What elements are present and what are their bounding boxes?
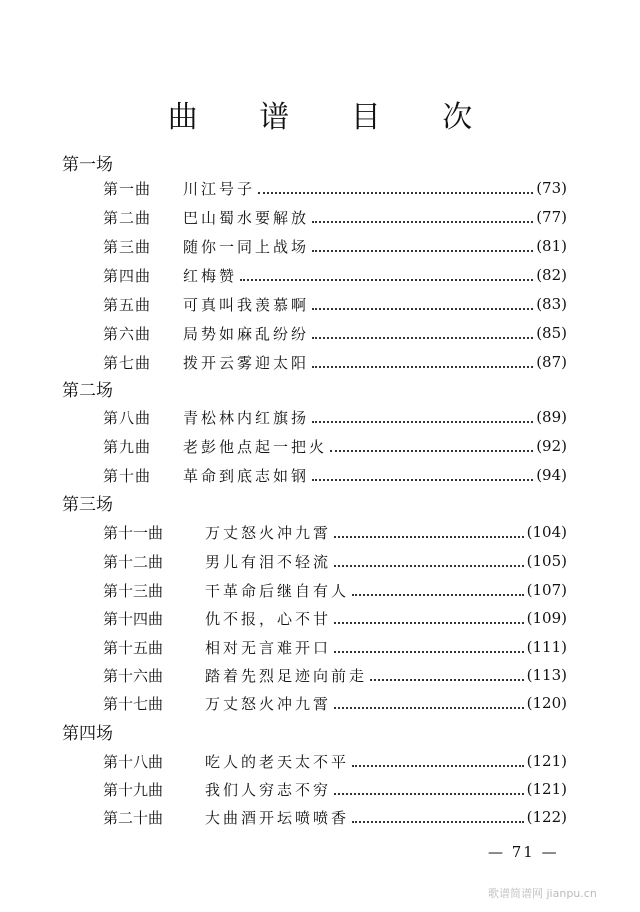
- toc-entry: [103, 293, 567, 315]
- dot-leader: [312, 356, 533, 368]
- dot-leader: [352, 584, 524, 596]
- dot-leader: [352, 811, 524, 823]
- entry-number: 第十曲: [103, 466, 152, 485]
- dot-leader: [312, 240, 533, 252]
- entry-page: (121): [526, 752, 567, 770]
- dot-leader: [334, 612, 524, 624]
- entry-title: 踏着先烈足迹向前走: [205, 666, 368, 685]
- entry-number: 第二十曲: [103, 808, 164, 827]
- entry-number: 第十一曲: [103, 523, 164, 542]
- dot-leader: [312, 411, 533, 423]
- entry-title: 可真叫我羡慕啊: [183, 295, 310, 314]
- entry-title: 男儿有泪不轻流: [205, 552, 332, 571]
- dot-leader: [370, 669, 524, 681]
- entry-page: (94): [536, 466, 567, 484]
- entry-title: 干革命后继自有人: [205, 581, 350, 600]
- dot-leader: [334, 641, 524, 653]
- entry-page: (85): [536, 324, 567, 342]
- entry-title: 万丈怒火冲九霄: [205, 694, 332, 713]
- entry-title: 相对无言难开口: [205, 638, 332, 657]
- entry-number: 第四曲: [103, 266, 152, 285]
- entry-page: (113): [526, 666, 567, 684]
- entry-title: 万丈怒火冲九霄: [205, 523, 332, 542]
- dot-leader: [330, 440, 533, 452]
- section-heading: 第二场: [62, 381, 113, 401]
- entry-page: (92): [536, 437, 567, 455]
- toc-entry: [103, 177, 567, 199]
- toc-entry: [103, 521, 567, 543]
- toc-entry: [103, 579, 567, 601]
- entry-page: (83): [536, 295, 567, 313]
- entry-number: 第十六曲: [103, 666, 164, 685]
- entry-title: 革命到底志如钢: [183, 466, 310, 485]
- toc-entry: [103, 435, 567, 457]
- toc-entry: [103, 692, 567, 714]
- entry-number: 第二曲: [103, 208, 152, 227]
- entry-number: 第十九曲: [103, 780, 164, 799]
- entry-page: (111): [526, 638, 567, 656]
- toc-entry: [103, 778, 567, 800]
- toc-entry: [103, 550, 567, 572]
- entry-page: (109): [526, 609, 567, 627]
- entry-page: (77): [536, 208, 567, 226]
- entry-title: 红梅赞: [183, 266, 238, 285]
- toc-entry: [103, 636, 567, 658]
- entry-title: 吃人的老天太不平: [205, 752, 350, 771]
- dot-leader: [240, 269, 533, 281]
- page-title: 曲 谱 目 次: [167, 100, 499, 135]
- entry-title: 青松林内红旗扬: [183, 408, 310, 427]
- dot-leader: [258, 182, 533, 194]
- entry-page: (120): [526, 694, 567, 712]
- entry-title: 巴山蜀水要解放: [183, 208, 310, 227]
- entry-page: (121): [526, 780, 567, 798]
- entry-page: (87): [536, 353, 567, 371]
- entry-page: (104): [526, 523, 567, 541]
- toc-entry: [103, 464, 567, 486]
- watermark: 歌谱简谱网 jianpu.cn: [488, 887, 597, 900]
- entry-page: (122): [526, 808, 567, 826]
- entry-number: 第十八曲: [103, 752, 164, 771]
- dot-leader: [312, 469, 533, 481]
- dot-leader: [312, 298, 533, 310]
- toc-entry: [103, 206, 567, 228]
- entry-number: 第六曲: [103, 324, 152, 343]
- entry-number: 第一曲: [103, 179, 152, 198]
- entry-number: 第十三曲: [103, 581, 164, 600]
- entry-page: (89): [536, 408, 567, 426]
- entry-number: 第七曲: [103, 353, 152, 372]
- section-heading: 第四场: [62, 724, 113, 744]
- entry-title: 随你一同上战场: [183, 237, 310, 256]
- entry-number: 第三曲: [103, 237, 152, 256]
- entry-number: 第十二曲: [103, 552, 164, 571]
- toc-entry: [103, 264, 567, 286]
- entry-number: 第十四曲: [103, 609, 164, 628]
- entry-title: 我们人穷志不穷: [205, 780, 332, 799]
- section-heading: 第三场: [62, 495, 113, 515]
- entry-title: 仇不报，心不甘: [205, 609, 332, 628]
- toc-entry: [103, 406, 567, 428]
- entry-number: 第十五曲: [103, 638, 164, 657]
- dot-leader: [334, 783, 524, 795]
- toc-entry: [103, 322, 567, 344]
- toc-entry: [103, 664, 567, 686]
- dot-leader: [334, 555, 524, 567]
- entry-page: (81): [536, 237, 567, 255]
- entry-page: (107): [526, 581, 567, 599]
- toc-entry: [103, 235, 567, 257]
- entry-title: 局势如麻乱纷纷: [183, 324, 310, 343]
- entry-number: 第十七曲: [103, 694, 164, 713]
- dot-leader: [312, 327, 533, 339]
- entry-title: 老彭他点起一把火: [183, 437, 328, 456]
- toc-entry: [103, 806, 567, 828]
- entry-number: 第九曲: [103, 437, 152, 456]
- entry-page: (73): [536, 179, 567, 197]
- dot-leader: [312, 211, 533, 223]
- entry-title: 川江号子: [183, 179, 256, 198]
- dot-leader: [352, 755, 524, 767]
- toc-entry: [103, 351, 567, 373]
- page-number: — 71 —: [488, 843, 559, 861]
- entry-title: 拨开云雾迎太阳: [183, 353, 310, 372]
- toc-entry: [103, 750, 567, 772]
- dot-leader: [334, 526, 524, 538]
- entry-page: (82): [536, 266, 567, 284]
- toc-entry: [103, 607, 567, 629]
- dot-leader: [334, 697, 524, 709]
- entry-number: 第五曲: [103, 295, 152, 314]
- entry-page: (105): [526, 552, 567, 570]
- entry-number: 第八曲: [103, 408, 152, 427]
- entry-title: 大曲酒开坛喷喷香: [205, 808, 350, 827]
- section-heading: 第一场: [62, 155, 113, 175]
